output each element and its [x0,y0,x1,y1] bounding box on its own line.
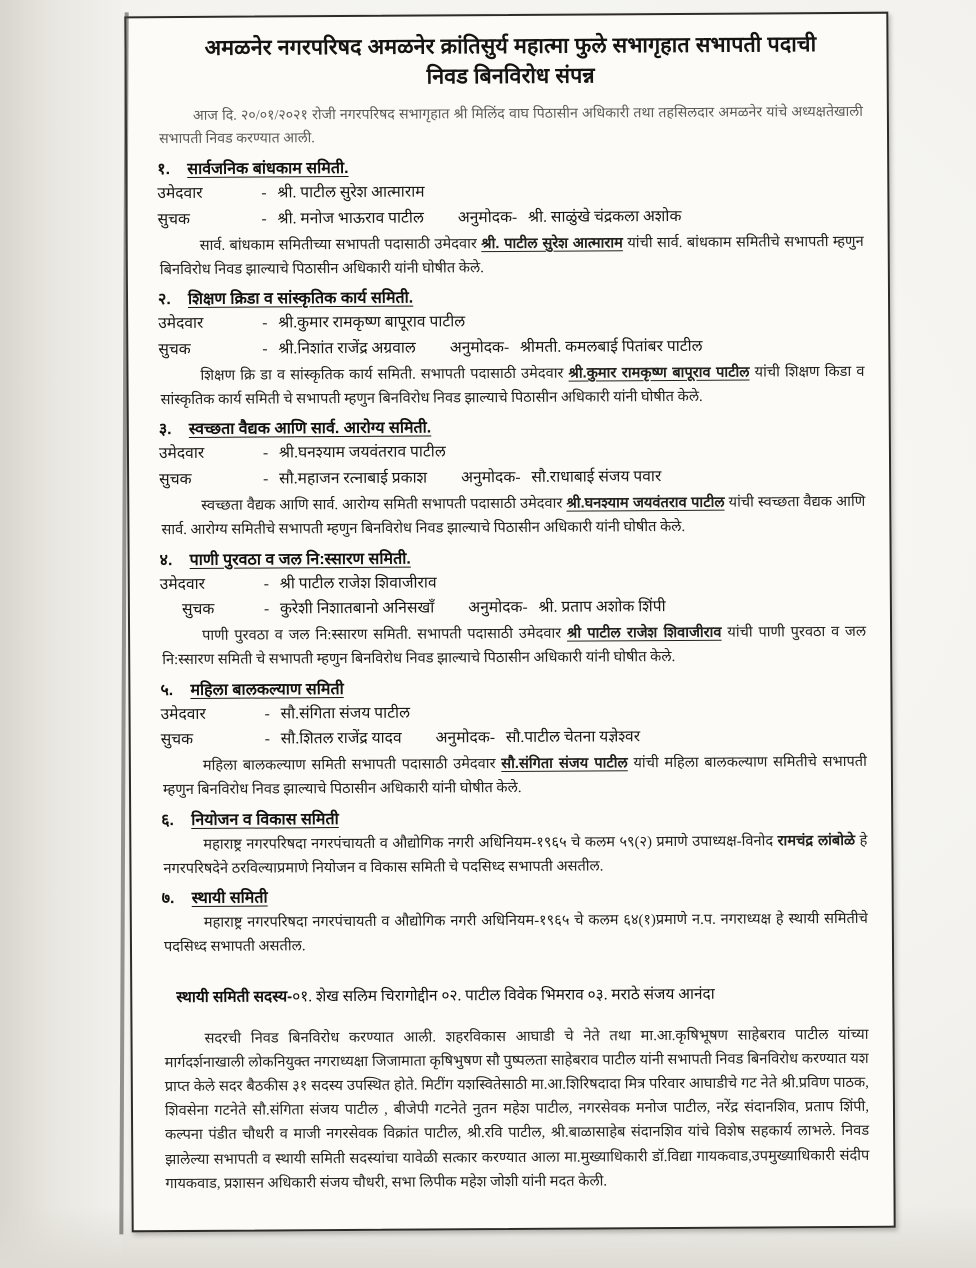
scan-left-shadow [0,0,122,1268]
title-line-2: निवड बिनविरोध संपन्न [426,63,595,89]
proposer-name: सौ.शितल राजेंद्र यादव [280,729,402,748]
section-heading [158,283,866,309]
para-after: यांची सार्व. बांधकाम समितीचे सभापती म्हणुन बिनविरोध निवड झाल्याचे पिठासीन अधिकारी यांनी घोषीत केले. [159,233,864,279]
section-heading [160,673,868,699]
proposer-row [161,724,869,753]
proposer-name: श्री.निशांत राजेंद्र अग्रवाल [278,339,416,358]
para-before: पाणी पुरवठा व जल नि:स्सारण समिती. सभापती पदासाठी उमेदवार [202,625,568,645]
seconder-name: सौ.पाटील चेतना यज्ञेश्वर [505,728,641,746]
para-before: शिक्षण क्रि डा व सांस्कृतिक कार्य समिती. सभापती पदासाठी उमेदवार [200,365,569,384]
section-heading [157,153,865,179]
para-after: यांची महिला बालकल्याण समितीचे सभापती म्हणुन बिनविरोध निवड झाल्याचे पिठासीन अधिकारी यांनी घोषीत केले. [162,754,867,799]
para-after: यांची स्वच्छता वैद्यक आणि सार्व. आरोग्य समितीचे सभापती म्हणुन बिनविरोध निवड झाल्याचे पिठासीन अधिकारी यांनी घोषीत केले. [161,493,866,539]
para-after: यांची पाणी पुरवठा व जल नि:स्सारण समिती चे सभापती म्हणुन बिनविरोध निवड झाल्याचे पिठासीन अधिकारी यांनी घोषीत केले. [162,623,867,669]
candidate-row [160,698,868,727]
dash: - [263,574,270,593]
section-number: ४. [159,551,173,569]
dash: - [261,184,267,202]
intro-paragraph: आज दि. २०/०१/२०२१ रोजी नगरपरिषद सभागृहात श्री मिलिंद वाघ पिठासीन अधिकारी तथा तहसिलदार अमळनेर यांचे अध्यक्षतेखाली सभापती निवड करण्यात आली. [158,104,863,148]
section-number: ३. [158,421,172,439]
dash: - [263,600,270,618]
section-heading [160,543,868,569]
section-paragraph [163,828,867,881]
dash: - [515,468,521,486]
proposer-row [158,334,866,363]
section-name: स्थायी समिती [191,889,268,908]
dash: - [264,730,270,748]
seconder-label: अनुमोदक [449,338,505,357]
committee-section-7 [162,882,870,960]
seconder-name: श्रीमती. कमलबाई पितांबर पाटील [519,337,703,356]
seconder-label: अनुमोदक [468,598,523,617]
committee-section-2 [158,283,867,412]
seconder-name: श्री. साळुंखे चंद्रकला अशोक [527,207,682,226]
section-number: ७. [161,890,175,908]
section-number: २. [157,291,171,309]
candidate-row [158,308,866,337]
proposer-row [160,594,868,623]
proposer-label: सुचक [159,470,192,488]
para-before: सार्व. बांधकाम समितीच्या सभापती पदासाठी उमेदवार [199,236,482,254]
candidate-label: उमेदवार [158,445,205,463]
candidate-name: श्री.कुमार रामकृष्ण बापूराव पाटील [278,313,466,332]
candidate-name: श्री.घनश्याम जयवंतराव पाटील [278,443,446,462]
dash: - [503,338,510,356]
committee-section-5 [160,673,869,802]
closing-paragraph: सदरची निवड बिनविरोध करण्यात आली. शहरविकास आघाडी चे नेते तथा मा.आ.कृषिभूषण साहेबराव पाटील यांच्या मार्गदर्शनाखाली लोकनियुक्त नगराध्यक्षा जिजामाता कृषिभुषण सौ पुष्पलता साहेबराव पाटील यांनी सभापती निवड बिनविरोध करण्यात यश प्राप्त केले सदर बैठकीस ३१ सदस्य उपस्थित होते. मिटींग यशस्वितेसाठी मा.आ.शिरिषदादा मित्र परिवार आघाडीचे गट नेते श्री.प्रविण पाठक, शिवसेना गटनेते सौ.संगिता संजय पाटील , बीजेपी गटनेते नुतन महेश पाटील, नगरसेवक मनोज पाटील, नरेंद्र संदानशिव, प्रताप शिंपी, कल्पना पंडीत चौधरी व माजी नगरसेवक विक्रांत पाटील, श्री.रवि पाटील, श्री.बाळासाहेब संदानशिव यांचे विशेष सहकार्य लाभले. निवड झालेल्या सभापती व स्थायी समिती सदस्यांचा यावेळी सत्कार करण्यात आला मा.मुख्याधिकारी डॉ.विद्या गायकवाड,उपमुख्याधिकारी संदीप गायकवाड, प्रशासन अधिकारी संजय चौधरी, सभा लिपीक महेश जोशी यांनी मदत केली. [164,1026,870,1193]
committee-section-1 [157,153,866,282]
candidate-label: उमेदवार [159,575,206,593]
section-name: स्वच्छता वैद्यक आणि सार्व. आरोग्य समिती. [188,419,432,439]
section-paragraph [160,360,864,413]
dash: - [262,340,268,358]
section-name: महिला बालकल्याण समिती [190,680,344,699]
section-name: सार्वजनिक बांधकाम समिती. [187,160,349,179]
para-highlight-name: श्री.घनश्याम जयवंतराव पाटील [566,494,725,512]
para-highlight-name: सौ.संगिता संजय पाटील [501,755,628,773]
candidate-name: सौ.संगिता संजय पाटील [280,704,411,722]
section-heading [161,803,869,829]
section-paragraph: महाराष्ट्र नगरपरिषदा नगरपंचायती व औद्योगिक नगरी अधिनियम-१९६५ चे कलम ६४(१)प्रमाणे न.प. नगराध्यक्ष हे स्थायी समितीचे पदसिध्द सभापती असतील. [163,910,868,956]
section-heading [162,882,870,908]
section-name: नियोजन व विकास समिती [191,810,339,829]
section-paragraph [160,230,864,283]
standing-committee-label: स्थायी समिती सदस्य- [176,987,293,1006]
standing-committee-members [176,981,868,1008]
para-highlight-name: रामचंद्र लांबोळे [777,832,856,849]
dash: - [263,470,269,488]
seconder-name: सौ.राधाबाई संजय पवार [531,467,662,486]
proposer-label: सुचक [157,210,191,228]
section-number: ६. [161,811,175,829]
dash: - [264,705,270,723]
proposer-label: सुचक [181,600,215,618]
seconder-label: अनुमोदक [435,729,490,747]
proposer-row [157,203,865,232]
section-paragraph [162,620,866,673]
para-before: स्वच्छता वैद्यक आणि सार्व. आरोग्य समिती सभापती पदासाठी उमेदवार [201,495,567,514]
para-after: यांची शिक्षण किडा व सांस्कृतिक कार्य समिती चे सभापती म्हणुन बिनविरोध निवड झाल्याचे पिठासीन अधिकारी यांनी घोषीत केले. [160,363,865,409]
committee-section-4 [160,543,869,672]
dash: - [262,314,268,332]
dash: - [261,210,267,228]
seconder-label: अनुमोदक [461,468,516,487]
committee-section-6 [161,803,869,881]
para-after: हे नगरपरिषदेने ठरविल्याप्रमाणे नियोजन व विकास समिती चे पदसिध्द सभापती असतील. [163,832,868,877]
section-number: १. [157,161,171,179]
proposer-row [159,464,867,493]
candidate-label: उमेदवार [158,315,204,333]
section-name: पाणी पुरवठा व जल नि:स्सारण समिती. [189,550,411,569]
para-highlight-name: श्री. पाटील सुरेश आत्माराम [481,235,623,253]
seconder-label: अनुमोदक [457,208,513,226]
dash: - [522,598,528,616]
standing-committee-list: ०१. शेख सलिम चिरागोद्दीन ०२. पाटील विवेक भिमराव ०३. मराठे संजय आनंदा [292,985,715,1005]
page-content [126,14,893,1231]
para-highlight-name: श्री पाटील राजेश शिवाजीराव [566,624,722,642]
para-before: महिला बालकल्याण समिती सभापती पदासाठी उमेदवार [202,756,502,775]
candidate-row [160,568,868,597]
proposer-label: सुचक [160,730,194,749]
candidate-label: उमेदवार [160,705,206,723]
seconder-name: श्री. प्रताप अशोक शिंपी [538,597,666,616]
candidate-row [159,438,867,467]
section-paragraph [161,490,865,543]
proposer-name: श्री. मनोज भाऊराव पाटील [277,209,424,228]
section-paragraph [163,750,867,803]
committee-section-3 [159,413,868,542]
document-page [124,12,895,1233]
candidate-row [157,178,865,207]
section-name: शिक्षण क्रिडा व सांस्कृतिक कार्य समिती. [187,289,414,309]
candidate-label: उमेदवार [157,185,203,203]
proposer-name: कुरेशी निशातबानो अनिसखाँ [279,599,435,618]
candidate-name: श्री पाटील राजेश शिवाजीराव [279,573,437,592]
page-title [160,30,860,94]
title-line-1: अमळनेर नगरपरिषद अमळनेर क्रांतिसुर्य महात्मा फुले सभागृहात सभापती पदाची [204,32,817,60]
para-before: महाराष्ट्र नगरपरिषदा नगरपंचायती व औद्योगिक नगरी अधिनियम-१९६५ चे कलम ५९(२) प्रमाणे उपाध्यक्ष-विनोद [203,832,778,853]
dash: - [262,444,269,462]
para-highlight-name: श्री.कुमार रामकृष्ण बापूराव पाटील [568,364,750,382]
section-number: ५. [160,681,174,699]
proposer-name: सौ.महाजन रत्नाबाई प्रकाश [279,469,428,488]
proposer-label: सुचक [158,340,191,358]
candidate-name: श्री. पाटील सुरेश आत्माराम [277,183,425,202]
section-heading [159,413,867,439]
dash: - [511,208,518,226]
dash: - [489,728,496,747]
